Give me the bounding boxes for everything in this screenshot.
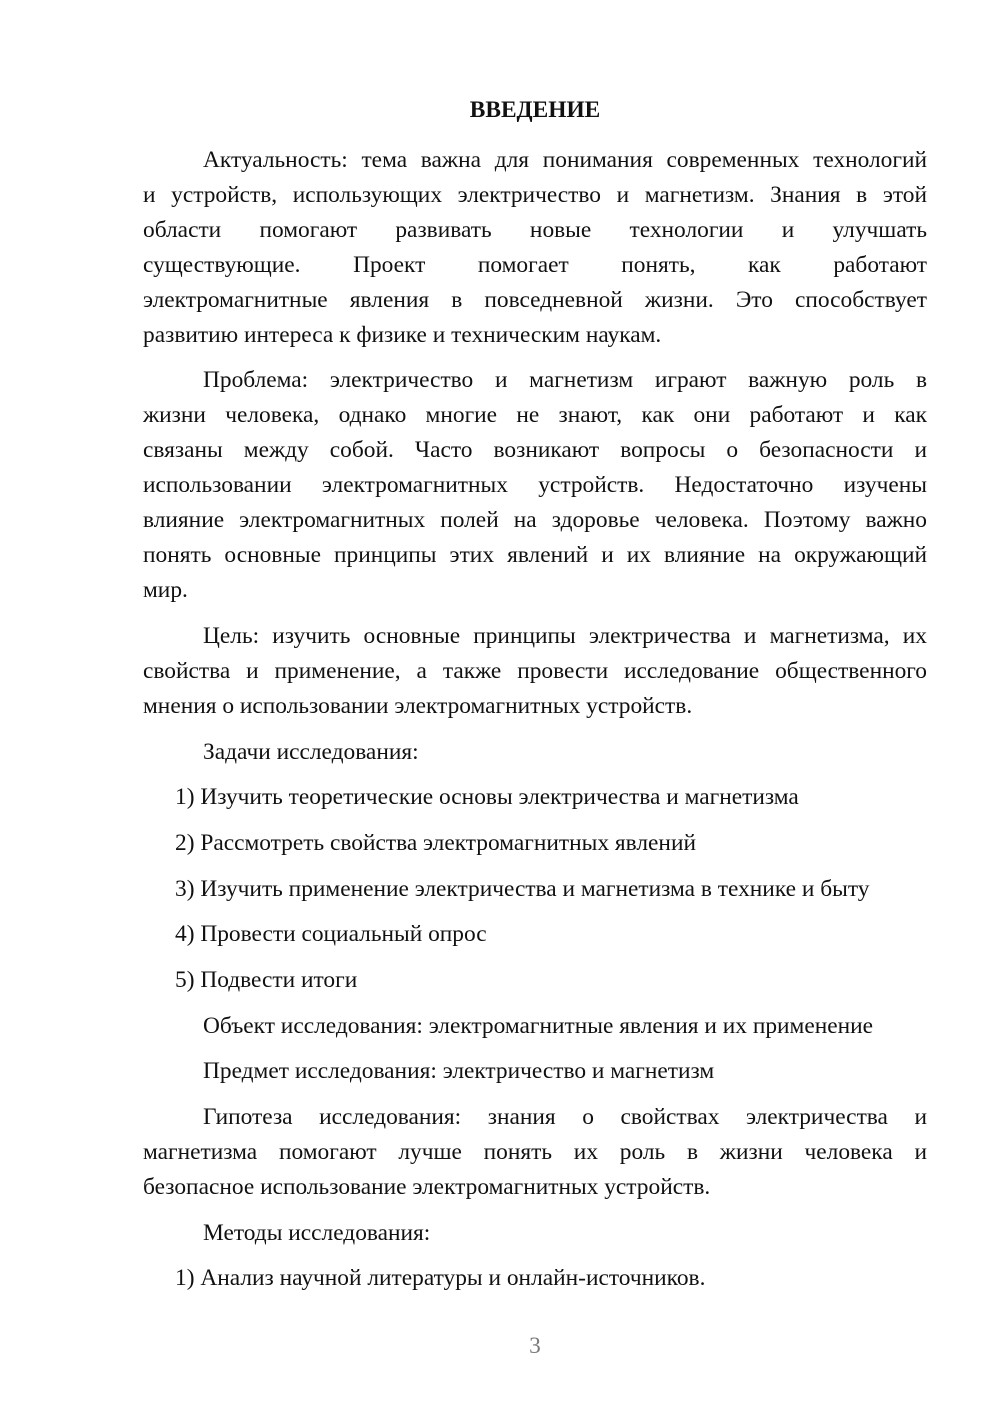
paragraph-line: развитию интереса к физике и техническим наукам. <box>143 321 662 348</box>
paragraph-line: магнетизма помогают лучше понять их роль в жизни человека и <box>143 1139 927 1166</box>
paragraph-line: Проблема: электричество и магнетизм играют важную роль в <box>203 367 927 394</box>
research-subject: Предмет исследования: электричество и магнетизм <box>203 1058 715 1085</box>
page-number: 3 <box>529 1332 541 1359</box>
paragraph-line: мир. <box>143 577 188 604</box>
paragraph-line: влияние электромагнитных полей на здоровье человека. Поэтому важно <box>143 507 927 534</box>
list-item: 1) Анализ научной литературы и онлайн-источников. <box>175 1265 706 1292</box>
list-item: 4) Провести социальный опрос <box>175 921 487 948</box>
research-object: Объект исследования: электромагнитные явления и их применение <box>203 1012 874 1039</box>
list-item: 2) Рассмотреть свойства электромагнитных явлений <box>175 829 696 856</box>
list-item: 5) Подвести итоги <box>175 967 358 993</box>
paragraph-line: использовании электромагнитных устройств. Недостаточно изучены <box>143 472 927 499</box>
paragraph-relevance <box>143 143 927 353</box>
methods-heading: Методы исследования: <box>203 1219 431 1246</box>
tasks-heading: Задачи исследования: <box>203 738 419 765</box>
paragraph-line: жизни человека, однако многие не знают, как они работают и как <box>143 402 927 429</box>
paragraph-line: связаны между собой. Часто возникают вопросы о безопасности и <box>143 437 927 464</box>
paragraph-line: Гипотеза исследования: знания о свойствах электричества и <box>203 1104 927 1131</box>
paragraph-line: существующие. Проект помогает понять, как работают <box>143 251 927 278</box>
paragraph-line: Цель: изучить основные принципы электричества и магнетизма, их <box>203 622 927 649</box>
paragraph-hypothesis <box>143 1100 927 1205</box>
list-item: 3) Изучить применение электричества и магнетизма в технике и быту <box>175 875 870 902</box>
paragraph-line: Актуальность: тема важна для понимания современных технологий <box>203 146 927 173</box>
paragraph-line: безопасное использование электромагнитных устройств. <box>143 1174 711 1201</box>
list-item: 1) Изучить теоретические основы электричества и магнетизма <box>175 784 799 811</box>
paragraph-line: электромагнитные явления в повседневной жизни. Это способствует <box>143 286 927 313</box>
paragraph-goal <box>143 619 927 724</box>
page-body <box>143 93 927 1308</box>
paragraph-line: области помогают развивать новые технологии и улучшать <box>143 216 927 243</box>
paragraph-line: понять основные принципы этих явлений и их влияние на окружающий <box>143 542 927 569</box>
paragraph-line: свойства и применение, а также провести исследование общественного <box>143 657 927 684</box>
paragraph-line: мнения о использовании электромагнитных устройств. <box>143 692 693 719</box>
paragraph-problem <box>143 363 927 608</box>
paragraph-line: и устройств, использующих электричество и магнетизм. Знания в этой <box>143 181 927 208</box>
page-title: ВВЕДЕНИЕ <box>469 96 601 123</box>
